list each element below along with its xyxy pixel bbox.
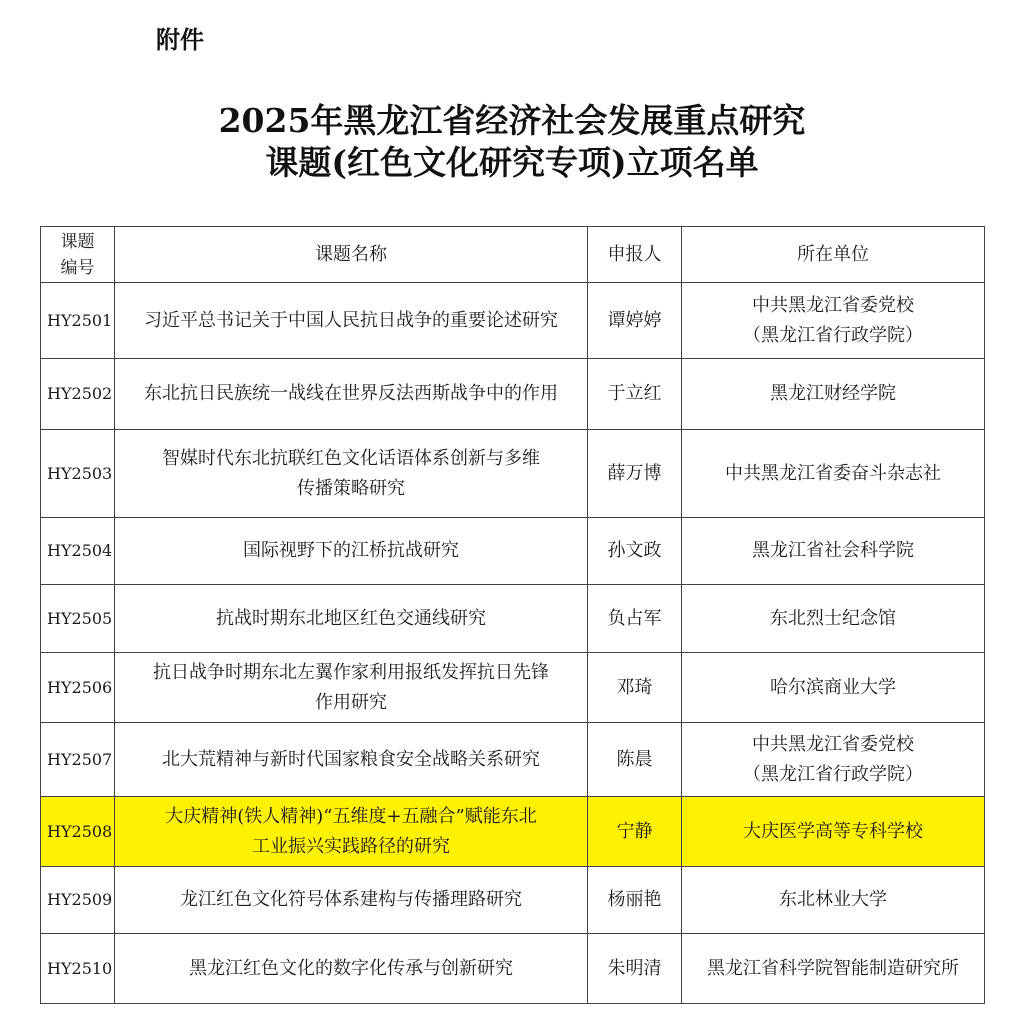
unit-line: 中共黑龙江省委党校 [752,733,914,755]
header-code-line-2: 编号 [60,257,95,278]
cell-project-name [115,359,588,430]
cell-code: HY2504 [41,518,115,585]
cell-applicant: 宁静 [588,797,682,867]
header-project-name: 课题名称 [115,227,588,283]
cell-project-name [115,283,588,359]
cell-applicant: 邓琦 [588,653,682,723]
table-row [41,518,985,585]
cell-applicant: 陈晨 [588,723,682,797]
table-row [41,283,985,359]
cell-code: HY2510 [41,934,115,1004]
project-name-line: 北大荒精神与新时代国家粮食安全战略关系研究 [162,748,540,770]
cell-project-name [115,867,588,934]
document-title [0,100,1024,184]
cell-applicant: 朱明清 [588,934,682,1004]
cell-project-name [115,934,588,1004]
cell-code: HY2508 [41,797,115,867]
table-row [41,430,985,518]
cell-code: HY2503 [41,430,115,518]
header-code [41,227,115,283]
project-name-line: 智媒时代东北抗联红色文化话语体系创新与多维 [162,447,540,469]
unit-line: 黑龙江财经学院 [770,383,896,404]
cell-unit [682,934,985,1004]
project-name-line: 抗日战争时期东北左翼作家利用报纸发挥抗日先锋 [153,661,549,683]
project-name-line: 工业振兴实践路径的研究 [252,835,450,857]
table-row [41,797,985,867]
unit-line: 中共黑龙江省委党校 [752,294,914,316]
cell-code: HY2502 [41,359,115,430]
project-name-line: 东北抗日民族统一战线在世界反法西斯战争中的作用 [144,383,558,404]
cell-code: HY2501 [41,283,115,359]
unit-line: 哈尔滨商业大学 [770,676,896,698]
unit-line: 大庆医学高等专科学校 [743,820,923,842]
unit-line: 中共黑龙江省委奋斗杂志社 [725,462,941,484]
document-title-line-2: 课题(红色文化研究专项)立项名单 [265,143,759,182]
cell-applicant: 杨丽艳 [588,867,682,934]
cell-project-name [115,430,588,518]
cell-applicant: 于立红 [588,359,682,430]
cell-code: HY2509 [41,867,115,934]
table-row [41,723,985,797]
cell-unit [682,867,985,934]
cell-applicant: 薛万博 [588,430,682,518]
project-name-line: 黑龙江红色文化的数字化传承与创新研究 [189,957,513,979]
project-name-line: 国际视野下的江桥抗战研究 [243,540,459,561]
unit-line: 东北烈士纪念馆 [770,607,896,629]
cell-code: HY2507 [41,723,115,797]
unit-line: （黑龙江省行政学院） [743,763,923,785]
project-name-line: 大庆精神(铁人精神)“五维度+五融合”赋能东北 [165,805,537,827]
cell-unit [682,359,985,430]
cell-applicant: 负占军 [588,585,682,653]
project-list-table [40,226,985,1004]
table-header-row [41,227,985,283]
cell-applicant: 孙文政 [588,518,682,585]
document-title-line-1: 2025年黑龙江省经济社会发展重点研究 [218,101,806,140]
cell-unit [682,518,985,585]
unit-line: （黑龙江省行政学院） [743,324,923,346]
unit-line: 黑龙江省科学院智能制造研究所 [707,957,959,979]
project-name-line: 习近平总书记关于中国人民抗日战争的重要论述研究 [144,309,558,331]
unit-line: 黑龙江省社会科学院 [752,540,914,561]
cell-unit [682,723,985,797]
project-name-line: 抗战时期东北地区红色交通线研究 [216,607,486,629]
table-row [41,585,985,653]
cell-project-name [115,585,588,653]
cell-project-name [115,797,588,867]
cell-unit [682,585,985,653]
table-row [41,653,985,723]
header-code-line-1: 课题 [60,231,95,252]
cell-unit [682,430,985,518]
cell-applicant: 谭婷婷 [588,283,682,359]
project-name-line: 龙江红色文化符号体系建构与传播理路研究 [180,889,522,910]
project-name-line: 作用研究 [315,691,387,713]
table-row [41,867,985,934]
cell-unit [682,283,985,359]
table-row [41,359,985,430]
cell-project-name [115,653,588,723]
cell-project-name [115,723,588,797]
header-applicant: 申报人 [588,227,682,283]
cell-code: HY2506 [41,653,115,723]
project-name-line: 传播策略研究 [297,477,405,499]
unit-line: 东北林业大学 [779,889,887,910]
table-row [41,934,985,1004]
attachment-label: 附件 [156,26,204,54]
cell-unit [682,653,985,723]
header-unit: 所在单位 [682,227,985,283]
cell-project-name [115,518,588,585]
cell-unit [682,797,985,867]
cell-code: HY2505 [41,585,115,653]
